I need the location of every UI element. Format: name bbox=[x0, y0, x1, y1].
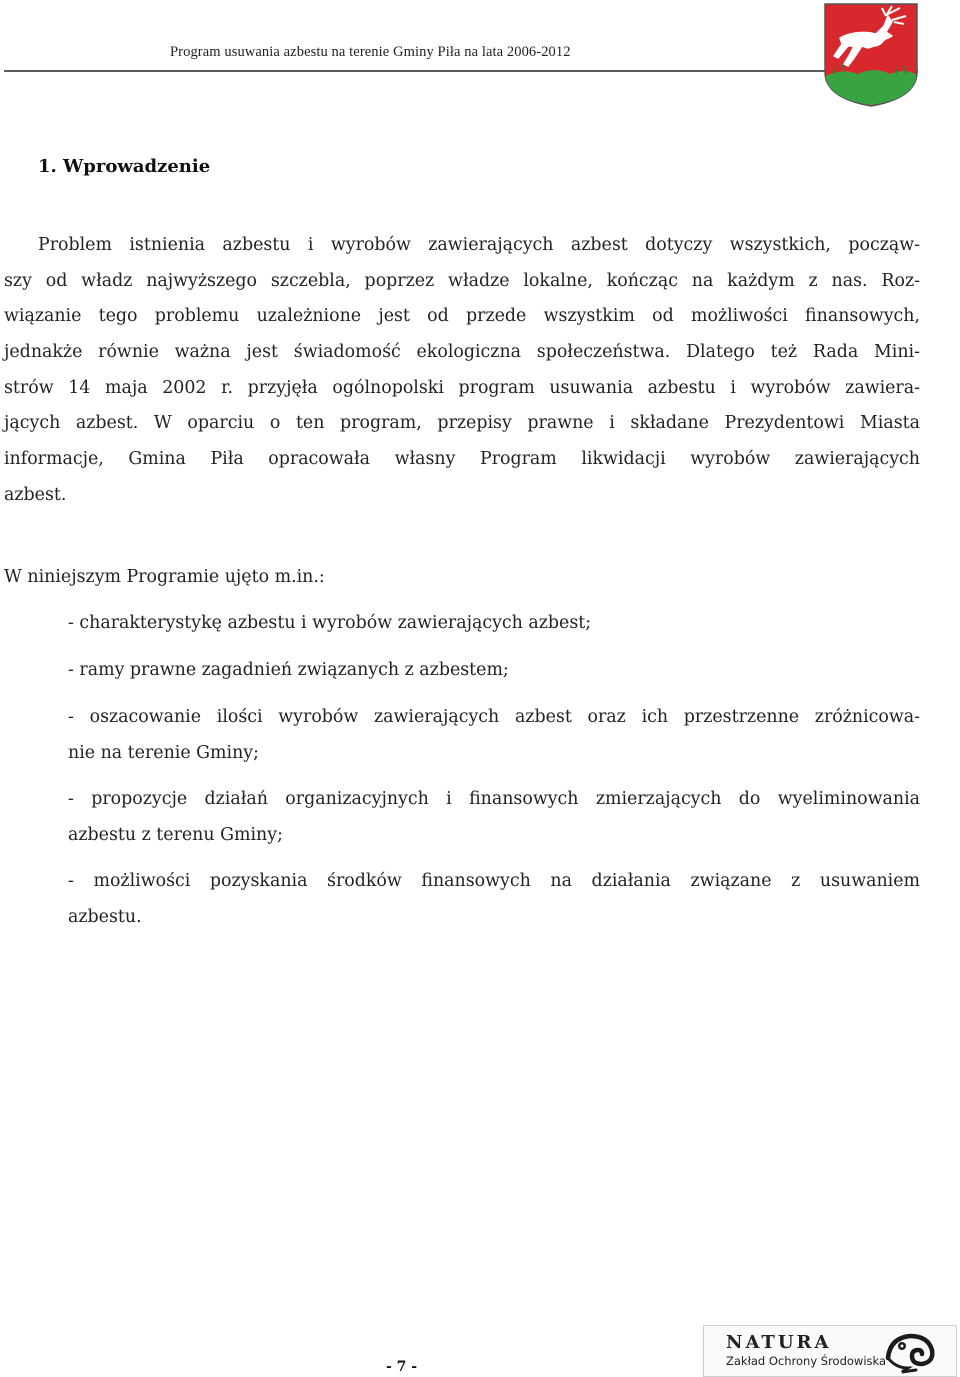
header-title: Program usuwania azbestu na terenie Gminy Piła na lata 2006-2012 bbox=[170, 44, 571, 60]
paragraph-line: informacje, Gmina Piła opracowała własny Program likwidacji wyrobów zawierających bbox=[4, 449, 920, 470]
list-item-line: - propozycje działań organizacyjnych i finansowych zmierzających do wyeliminowania bbox=[68, 789, 920, 809]
list-item bbox=[68, 782, 920, 853]
list-item bbox=[68, 606, 920, 642]
list-item bbox=[68, 653, 920, 689]
list-item-line: - możliwości pozyskania środków finansowych na działania związane z usuwaniem bbox=[68, 871, 920, 891]
paragraph-line: Problem istnienia azbestu i wyrobów zawierających azbest dotyczy wszystkich, począw- bbox=[38, 235, 920, 255]
coat-of-arms-icon bbox=[822, 2, 920, 108]
paragraph-line: szy od władz najwyższego szczebla, poprzez władze lokalne, kończąc na każdym z nas. Roz- bbox=[4, 270, 920, 291]
paragraph-line: azbest. bbox=[4, 484, 67, 505]
list-intro: W niniejszym Programie ujęto m.in.: bbox=[4, 567, 325, 587]
intro-paragraph bbox=[4, 228, 920, 514]
page-number: - 7 - bbox=[386, 1359, 418, 1375]
list-item bbox=[68, 864, 920, 935]
list-item-line: - oszacowanie ilości wyrobów zawierających azbest oraz ich przestrzenne zróżnicowa- bbox=[68, 707, 920, 727]
list-item-line: - charakterystykę azbestu i wyrobów zawierających azbest; bbox=[68, 613, 592, 633]
paragraph-line: jednakże równie ważna jest świadomość ekologiczna społeczeństwa. Dlatego też Rada Mini- bbox=[4, 342, 920, 363]
company-logo bbox=[703, 1325, 957, 1377]
list-item-line: nie na terenie Gminy; bbox=[68, 742, 259, 763]
chameleon-icon bbox=[882, 1328, 940, 1374]
paragraph-line: wiązanie tego problemu uzależnione jest od przede wszystkim od możliwości finansowych, bbox=[4, 306, 920, 327]
list-item-line: - ramy prawne zagadnień związanych z azbestem; bbox=[68, 660, 509, 680]
section-heading: 1. Wprowadzenie bbox=[38, 156, 211, 177]
list-item-line: azbestu z terenu Gminy; bbox=[68, 824, 283, 845]
paragraph-line: jących azbest. W oparciu o ten program, przepisy prawne i składane Prezydentowi Miasta bbox=[4, 413, 920, 434]
header-rule bbox=[4, 70, 918, 72]
list-item-line: azbestu. bbox=[68, 906, 142, 927]
paragraph-line: strów 14 maja 2002 r. przyjęła ogólnopolski program usuwania azbestu i wyrobów zawiera- bbox=[4, 377, 920, 398]
list-item bbox=[68, 700, 920, 771]
logo-subtitle: Zakład Ochrony Środowiska bbox=[726, 1354, 887, 1368]
logo-name: NATURA bbox=[726, 1332, 832, 1353]
